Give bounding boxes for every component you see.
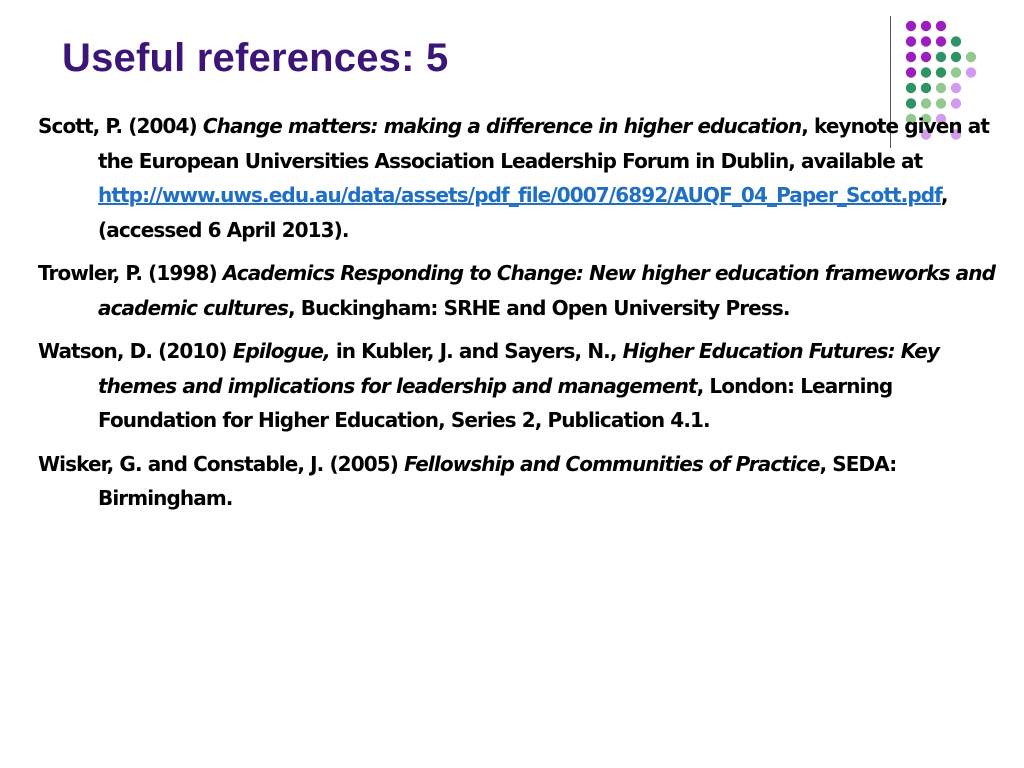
reference-title: Academics Responding to Change: New higher education frameworks and academic cultures	[98, 261, 995, 320]
reference-item	[38, 334, 1000, 438]
decor-dot	[906, 21, 916, 31]
decor-dot	[936, 36, 946, 46]
decor-dot	[906, 98, 916, 108]
reference-item	[38, 256, 1000, 325]
decor-dot	[951, 52, 961, 62]
decor-dot	[936, 83, 946, 93]
slide-title: Useful references: 5	[62, 36, 449, 80]
reference-item	[38, 109, 1000, 247]
decor-dot	[921, 98, 931, 108]
reference-author: Wisker, G. and Constable, J. (2005)	[38, 451, 405, 476]
reference-title: Fellowship and Communities of Practice	[404, 451, 820, 476]
decor-dot	[906, 36, 916, 46]
reference-access-date: , (accessed 6 April 2013).	[98, 183, 948, 242]
decor-dot	[921, 21, 931, 31]
decor-dot	[951, 67, 961, 77]
decor-dot	[906, 52, 916, 62]
decor-dot	[966, 52, 976, 62]
decor-dot	[906, 67, 916, 77]
reference-title: Epilogue,	[232, 339, 330, 363]
reference-link[interactable]: http://www.uws.edu.au/data/assets/pdf_file/0007/6892/AUQF_04_Paper_Scott.pdf	[98, 183, 941, 207]
reference-title: Change matters: making a difference in higher education	[202, 114, 802, 138]
reference-details: , SEDA: Birmingham.	[98, 451, 897, 510]
decor-dot	[936, 52, 946, 62]
decor-dot	[936, 21, 946, 31]
decor-dot	[921, 67, 931, 77]
reference-author: Watson, D. (2010)	[38, 339, 233, 363]
reference-editors: in Kubler, J. and Sayers, N.,	[329, 339, 623, 363]
reference-author: Scott, P. (2004)	[38, 114, 203, 138]
reference-item	[38, 447, 1000, 516]
decor-dot	[951, 83, 961, 93]
reference-details: , Buckingham: SRHE and Open University Press.	[288, 295, 790, 320]
reference-book-title: Higher Education Futures: Key themes and implications for leadership and management	[98, 339, 940, 398]
reference-author: Trowler, P. (1998)	[38, 261, 223, 285]
decor-dot	[951, 98, 961, 108]
reference-details: , London: Learning Foundation for Higher Education, Series 2, Publication 4.1.	[98, 373, 893, 432]
decor-dot	[921, 52, 931, 62]
decor-dot	[951, 36, 961, 46]
decor-dot	[921, 36, 931, 46]
reference-list	[38, 109, 1000, 525]
reference-details: , keynote given at the European Universities Association Leadership Forum in Dublin, available at	[98, 114, 990, 173]
decor-dot	[936, 98, 946, 108]
decor-dot	[966, 67, 976, 77]
decor-dot	[906, 83, 916, 93]
decor-dot	[936, 67, 946, 77]
decor-dot	[921, 83, 931, 93]
